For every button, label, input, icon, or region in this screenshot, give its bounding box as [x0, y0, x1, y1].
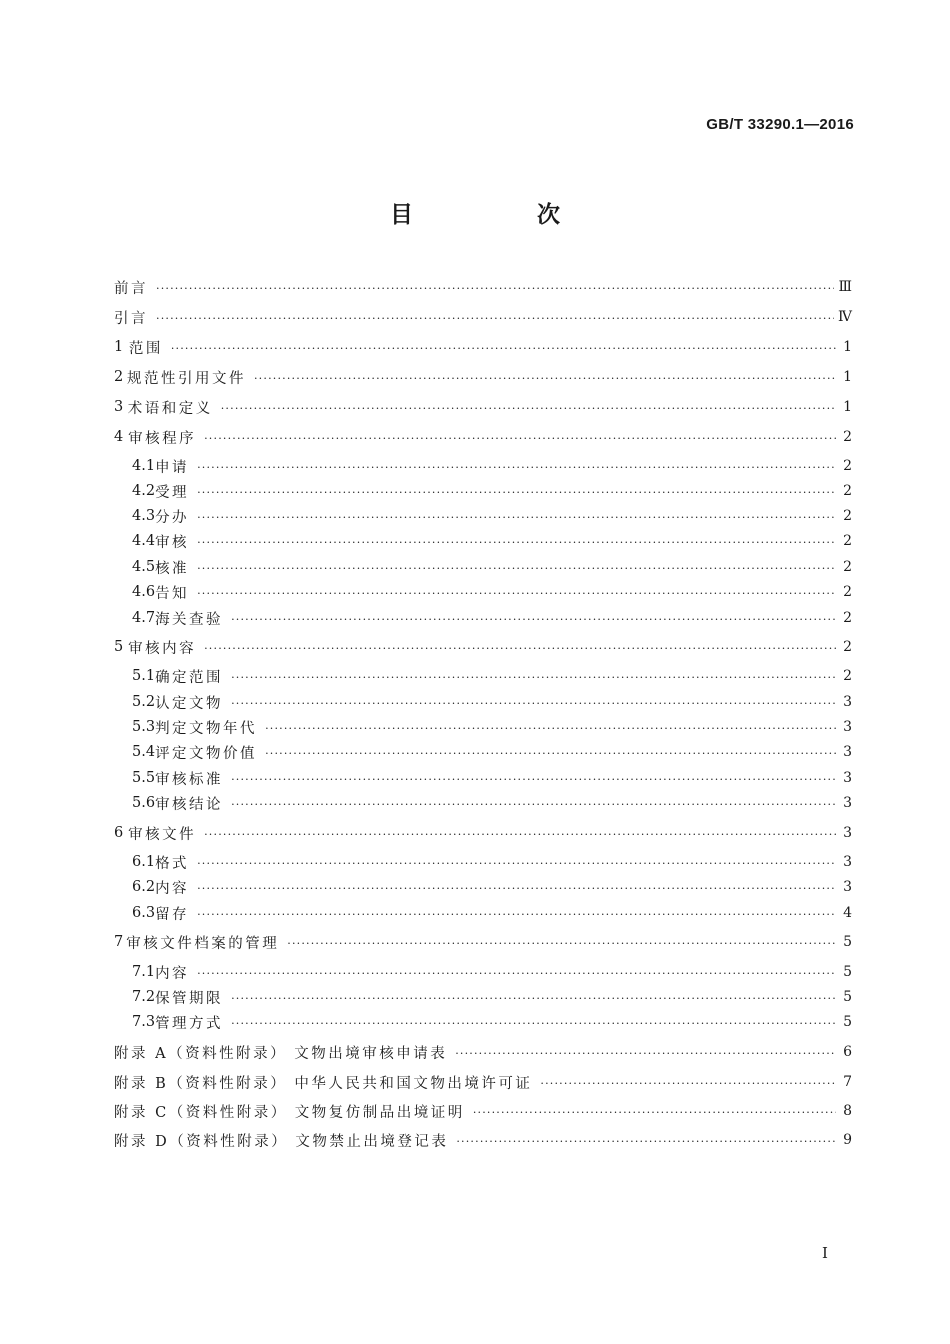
toc-entry-number: 4.6	[132, 584, 156, 600]
toc-entry[interactable]	[114, 426, 852, 448]
toc-entry-title: 术语和定义	[127, 400, 213, 417]
toc-entry-number: 4	[114, 429, 124, 445]
toc-entry[interactable]	[114, 876, 852, 898]
toc-entry-page: 2	[843, 483, 852, 499]
toc-dot-leader	[156, 281, 834, 295]
toc-entry-page: 2	[843, 610, 852, 626]
toc-entry[interactable]	[114, 1071, 852, 1093]
toc-entry-title: 审核结论	[155, 796, 224, 813]
toc-dot-leader	[197, 856, 836, 870]
toc-entry-page: 3	[843, 854, 852, 870]
toc-entry[interactable]	[114, 306, 852, 328]
toc-entry-number: 5.4	[132, 744, 156, 760]
toc-entry-number: 4.5	[132, 559, 156, 575]
toc-entry-number: 7.2	[132, 989, 156, 1005]
toc-entry-number: 2	[114, 369, 124, 385]
page-folio: I	[822, 1244, 828, 1262]
toc-entry[interactable]	[114, 636, 852, 658]
toc-entry-title: 规范性引用文件	[126, 370, 246, 387]
toc-entry[interactable]	[114, 480, 852, 502]
toc-entry-number: 5	[114, 639, 124, 655]
toc-entry-number: 4.3	[132, 508, 156, 524]
toc-entry[interactable]	[114, 902, 852, 924]
toc-dot-leader	[197, 485, 836, 499]
toc-entry-page: Ⅲ	[838, 279, 852, 295]
toc-entry-number: 5.6	[132, 795, 156, 811]
toc-entry[interactable]	[114, 276, 852, 298]
toc-entry-title: 受理	[155, 484, 190, 501]
toc-entry[interactable]	[114, 455, 852, 477]
toc-entry[interactable]	[114, 396, 852, 418]
toc-entry-number: 6.3	[132, 905, 156, 921]
toc-entry-title: 申请	[155, 459, 190, 476]
toc-entry-title: 内容	[155, 880, 190, 897]
toc-dot-leader	[231, 612, 836, 626]
toc-entry-title: 前言	[114, 280, 148, 297]
toc-entry-title: 内容	[155, 965, 190, 982]
toc-entry[interactable]	[114, 581, 852, 603]
toc-dot-leader	[197, 586, 836, 600]
toc-entry-title: 附录 B（资料性附录） 中华人民共和国文物出境许可证	[114, 1075, 533, 1092]
toc-entry[interactable]	[114, 767, 852, 789]
toc-entry-page: 2	[843, 508, 852, 524]
toc-dot-leader	[197, 907, 836, 921]
toc-entry[interactable]	[114, 665, 852, 687]
toc-entry-page: 2	[843, 559, 852, 575]
toc-entry-number: 3	[114, 399, 124, 415]
toc-entry-number: 4.7	[132, 610, 156, 626]
toc-entry-number: 5.2	[132, 694, 156, 710]
toc-entry-page: 5	[843, 1014, 852, 1030]
toc-entry-title: 审核程序	[128, 430, 197, 447]
toc-entry-title: 附录 D（资料性附录） 文物禁止出境登记表	[114, 1133, 449, 1150]
toc-entry-title: 范围	[128, 340, 163, 357]
toc-entry-number: 5.5	[132, 770, 156, 786]
toc-entry[interactable]	[114, 607, 852, 629]
toc-entry[interactable]	[114, 556, 852, 578]
toc-dot-leader	[231, 991, 836, 1005]
toc-entry-title: 附录 C（资料性附录） 文物复仿制品出境证明	[114, 1104, 465, 1121]
toc-entry-title: 告知	[155, 585, 190, 602]
toc-entry-title: 评定文物价值	[155, 745, 258, 762]
toc-dot-leader	[231, 772, 836, 786]
toc-entry-number: 5.3	[132, 719, 156, 735]
toc-entry-page: 4	[843, 905, 852, 921]
toc-entry[interactable]	[114, 716, 852, 738]
toc-entry-title: 分办	[155, 509, 190, 526]
toc-entry-page: 3	[843, 744, 852, 760]
toc-dot-leader	[204, 431, 836, 445]
toc-entry-page: 1	[843, 399, 852, 415]
toc-dot-leader	[197, 561, 836, 575]
toc-entry-page: 2	[843, 429, 852, 445]
toc-entry-title: 审核标准	[155, 771, 224, 788]
toc-entry-number: 4.1	[132, 458, 156, 474]
toc-entry-title: 核准	[155, 560, 190, 577]
toc-entry-title: 审核内容	[128, 640, 197, 657]
toc-dot-leader	[197, 535, 836, 549]
toc-entry-number: 6	[114, 825, 124, 841]
toc-entry-page: 2	[843, 639, 852, 655]
toc-dot-leader	[221, 401, 836, 415]
toc-entry[interactable]	[114, 530, 852, 552]
toc-dot-leader	[231, 797, 836, 811]
toc-entry-title: 附录 A（资料性附录） 文物出境审核申请表	[114, 1045, 448, 1062]
toc-entry[interactable]	[114, 1011, 852, 1033]
toc-entry-title: 审核	[155, 534, 190, 551]
toc-entry-page: 9	[843, 1132, 852, 1148]
toc-entry-title: 引言	[114, 310, 148, 327]
toc-entry-page: 5	[843, 989, 852, 1005]
toc-entry-number: 6.1	[132, 854, 156, 870]
toc-entry-page: 1	[843, 339, 852, 355]
toc-entry-page: 2	[843, 584, 852, 600]
toc-dot-leader	[204, 827, 836, 841]
toc-entry-title: 审核文件	[128, 826, 197, 843]
toc-dot-leader	[265, 746, 836, 760]
toc-entry-page: 2	[843, 533, 852, 549]
toc-entry-page: 3	[843, 719, 852, 735]
toc-entry-page: 3	[843, 879, 852, 895]
toc-entry[interactable]	[114, 1100, 852, 1122]
toc-entry-title: 海关查验	[155, 611, 224, 628]
toc-entry-number: 7.1	[132, 964, 156, 980]
toc-entry-number: 5.1	[132, 668, 156, 684]
toc-entry[interactable]	[114, 792, 852, 814]
toc-entry-title: 审核文件档案的管理	[126, 935, 280, 952]
toc-entry[interactable]	[114, 986, 852, 1008]
toc-entry[interactable]	[114, 741, 852, 763]
toc-entry-page: 2	[843, 668, 852, 684]
toc-entry[interactable]	[114, 691, 852, 713]
toc-entry-page: 3	[843, 795, 852, 811]
toc-entry-page: 7	[843, 1074, 852, 1090]
toc-dot-leader	[265, 721, 836, 735]
toc-dot-leader	[540, 1076, 836, 1090]
toc-entry[interactable]	[114, 851, 852, 873]
toc-entry-page: 2	[843, 458, 852, 474]
toc-dot-leader	[455, 1046, 836, 1060]
toc-entry-title: 认定文物	[155, 695, 224, 712]
toc-dot-leader	[456, 1134, 836, 1148]
toc-entry-number: 7.3	[132, 1014, 156, 1030]
toc-entry[interactable]	[114, 931, 852, 953]
toc-entry-number: 7	[114, 934, 124, 950]
toc-entry-number: 4.2	[132, 483, 156, 499]
toc-entry-page: 3	[843, 825, 852, 841]
toc-dot-leader	[197, 966, 836, 980]
toc-entry-title: 确定范围	[155, 669, 224, 686]
table-of-contents	[114, 0, 852, 1344]
toc-dot-leader	[231, 696, 836, 710]
toc-entry-title: 留存	[155, 906, 190, 923]
toc-dot-leader	[197, 510, 836, 524]
toc-dot-leader	[171, 341, 836, 355]
toc-entry[interactable]	[114, 336, 852, 358]
toc-entry-title: 格式	[155, 855, 190, 872]
toc-entry[interactable]	[114, 505, 852, 527]
toc-entry-page: Ⅳ	[838, 309, 852, 325]
toc-dot-leader	[231, 1016, 836, 1030]
toc-title: 目 次	[389, 202, 618, 228]
toc-entry-number: 4.4	[132, 533, 156, 549]
toc-dot-leader	[254, 371, 836, 385]
toc-entry[interactable]	[114, 1041, 852, 1063]
toc-entry-page: 5	[843, 964, 852, 980]
standard-number: GB/T 33290.1—2016	[706, 116, 854, 133]
toc-entry[interactable]	[114, 366, 852, 388]
toc-dot-leader	[231, 670, 836, 684]
toc-entry-page: 8	[843, 1103, 852, 1119]
toc-entry-title: 判定文物年代	[155, 720, 258, 737]
toc-dot-leader	[156, 311, 834, 325]
toc-dot-leader	[473, 1105, 836, 1119]
toc-entry[interactable]	[114, 1129, 852, 1151]
toc-entry-page: 5	[843, 934, 852, 950]
toc-entry-number: 1	[114, 339, 124, 355]
toc-entry-page: 3	[843, 694, 852, 710]
toc-entry-title: 管理方式	[155, 1015, 224, 1032]
toc-dot-leader	[197, 881, 836, 895]
toc-entry-page: 6	[843, 1044, 852, 1060]
toc-entry[interactable]	[114, 961, 852, 983]
toc-dot-leader	[287, 936, 836, 950]
toc-entry-page: 1	[843, 369, 852, 385]
toc-entry[interactable]	[114, 822, 852, 844]
toc-dot-leader	[204, 641, 836, 655]
toc-entry-page: 3	[843, 770, 852, 786]
toc-entry-number: 6.2	[132, 879, 156, 895]
toc-entry-title: 保管期限	[155, 990, 224, 1007]
toc-dot-leader	[197, 460, 836, 474]
